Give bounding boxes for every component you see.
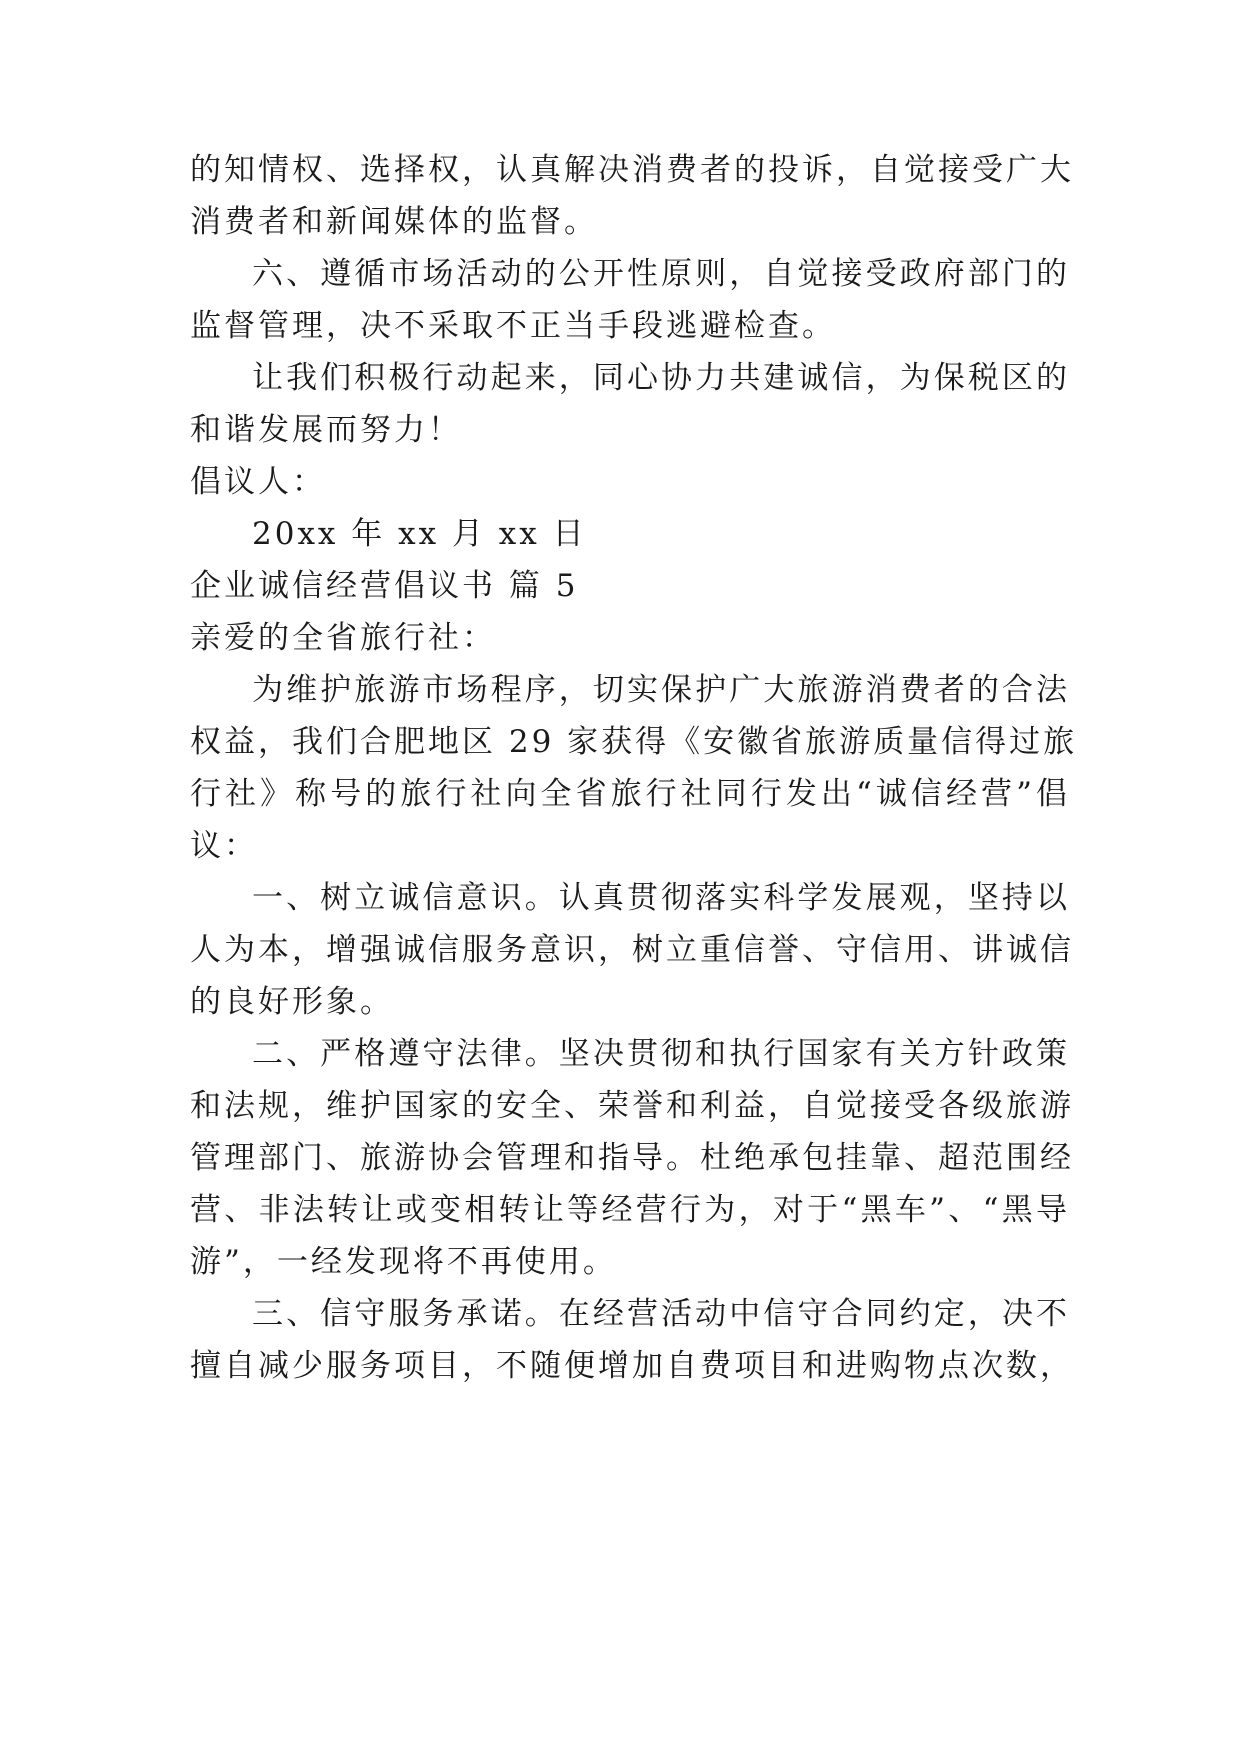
paragraph-text-line: 让我们积极行动起来，同心协力共建诚信，为保税区的	[252, 360, 1070, 396]
body-text-line: 和谐发展而努力！	[190, 412, 462, 448]
salutation: 亲爱的全省旅行社：	[190, 620, 496, 656]
section-heading: 企业诚信经营倡议书 篇 5	[190, 568, 579, 604]
paragraph-text-line: 一、树立诚信意识。认真贯彻落实科学发展观，坚持以	[252, 880, 1070, 916]
body-text-line: 游”，一经发现将不再使用。	[190, 1244, 617, 1280]
body-text-line: 权益，我们合肥地区 29 家获得《安徽省旅游质量信得过旅	[190, 724, 1078, 760]
body-text-line: 的良好形象。	[190, 984, 394, 1020]
paragraph-text-line: 为维护旅游市场程序，切实保护广大旅游消费者的合法	[252, 672, 1070, 708]
body-text-line: 监督管理，决不采取不正当手段逃避检查。	[190, 308, 836, 344]
body-text-line: 营、非法转让或变相转让等经营行为，对于“黑车”、“黑导	[190, 1192, 1070, 1228]
paragraph-text-line: 二、严格遵守法律。坚决贯彻和执行国家有关方针政策	[252, 1036, 1070, 1072]
paragraph-text-line: 三、信守服务承诺。在经营活动中信守合同约定，决不	[252, 1296, 1070, 1332]
body-text-line: 擅自减少服务项目，不随便增加自费项目和进购物点次数，	[190, 1348, 1074, 1384]
body-text-line: 行社》称号的旅行社向全省旅行社同行发出“诚信经营”倡	[190, 776, 1070, 812]
body-text-line: 议：	[190, 828, 258, 864]
proposer-label: 倡议人：	[190, 464, 326, 500]
body-text-line: 消费者和新闻媒体的监督。	[190, 204, 598, 240]
body-text-line: 和法规，维护国家的安全、荣誉和利益，自觉接受各级旅游	[190, 1088, 1074, 1124]
body-text-line: 人为本，增强诚信服务意识，树立重信誉、守信用、讲诚信	[190, 932, 1074, 968]
body-text-line: 的知情权、选择权，认真解决消费者的投诉，自觉接受广大	[190, 152, 1074, 188]
paragraph-text-line: 六、遵循市场活动的公开性原则，自觉接受政府部门的	[252, 256, 1070, 292]
body-text-line: 管理部门、旅游协会管理和指导。杜绝承包挂靠、超范围经	[190, 1140, 1074, 1176]
date-line: 20xx 年 xx 月 xx 日	[252, 516, 587, 552]
